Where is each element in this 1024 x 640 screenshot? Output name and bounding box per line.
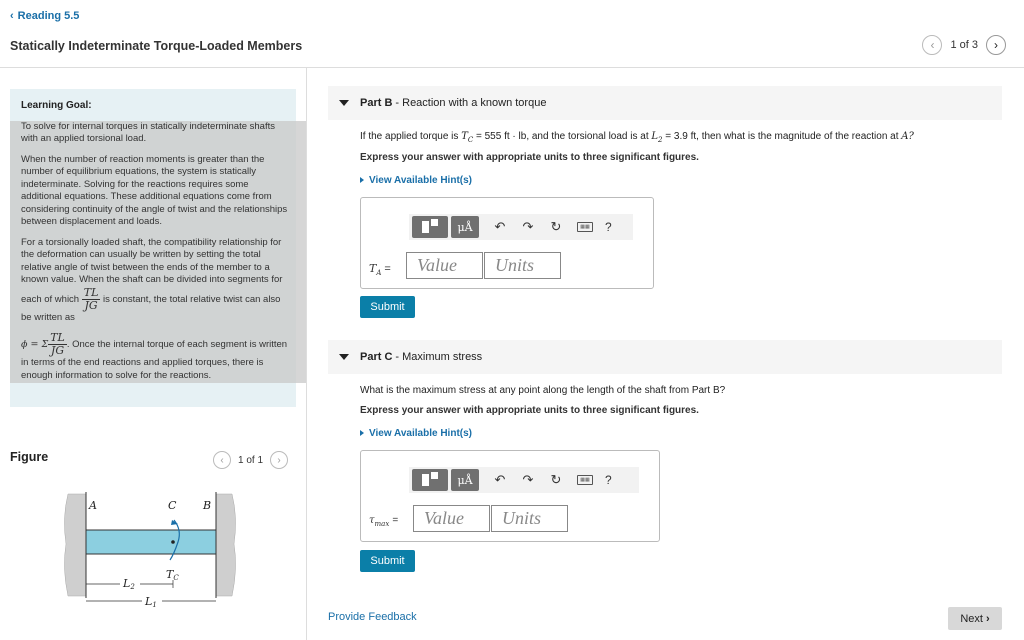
part-b-hint-link[interactable] [360, 175, 472, 186]
tl-over-jg-fraction [82, 287, 101, 312]
prev-item-button[interactable] [922, 35, 942, 55]
collapse-triangle-icon [339, 100, 349, 106]
fraction-denominator: JG [84, 298, 98, 312]
part-c-answer-box [360, 450, 660, 542]
goal-paragraph-1: To solve for internal torques in statically indeterminate shafts with an applied torsional load. [21, 120, 275, 144]
item-pager-count: 1 of 3 [950, 39, 978, 51]
goal-paragraph-4: the total relative twist can also be written as [21, 293, 281, 323]
keyboard-icon[interactable]: ▦▦ [577, 475, 593, 485]
phi-sum-equation: ϕ = Σ [21, 339, 49, 351]
units-input[interactable]: Units [484, 252, 561, 279]
label-l2: L2 [123, 577, 135, 591]
part-b-submit-button[interactable]: Submit [360, 296, 415, 318]
part-c-instruction: Express your answer with appropriate units to three significant figures. [360, 405, 699, 416]
caret-right-icon [360, 177, 364, 183]
tc-symbol-sub: C [467, 136, 474, 144]
fraction-numerator: TL [50, 331, 65, 344]
chevron-left-icon: ‹ [930, 38, 935, 52]
goal-paragraph-5 [21, 332, 289, 382]
reset-icon[interactable]: ↻ [550, 472, 562, 487]
left-pane [0, 68, 307, 640]
q-text-end: A? [901, 131, 914, 142]
next-button[interactable] [948, 607, 1002, 630]
learning-goal-content [21, 100, 289, 390]
goal-paragraph-3-end: is constant, [103, 293, 152, 305]
label-b: B [203, 499, 212, 512]
tc-value: = 555 ft · lb [476, 131, 527, 142]
q-text-post: , then what is the magnitude of the reaction at [696, 131, 899, 142]
units-symbol-button[interactable]: μÅ [451, 216, 479, 238]
ta-variable-label [369, 262, 391, 277]
templates-button[interactable] [412, 469, 448, 491]
q-text-mid: , and the torsional load is at [526, 131, 649, 142]
l2-symbol-sub: 2 [658, 136, 663, 144]
goal-paragraph-2: When the number of reaction moments is greater than the number of equilibrium equations, the system is statically indeterminate. Solving for the reactions requires some additional equations. These additional equations come from considering continuity of the angle of twist and the relationships between displacement and loads. [21, 153, 288, 227]
tau-letter: τ [369, 515, 375, 526]
part-b-label: Part B [360, 97, 393, 109]
part-b-instruction: Express your answer with appropriate units to three significant figures. [360, 152, 699, 163]
back-link-label: Reading 5.5 [17, 10, 80, 22]
top-bar [0, 0, 1024, 68]
math-toolbar [409, 214, 633, 240]
part-c-label: Part C [360, 351, 393, 363]
provide-feedback-link[interactable]: Provide Feedback [328, 611, 417, 623]
help-icon[interactable]: ? [605, 220, 612, 234]
tc-symbol-letter: T [461, 131, 468, 142]
left-wall-support [64, 494, 86, 596]
next-figure-button[interactable] [270, 451, 288, 469]
right-wall-support [216, 494, 236, 596]
template-block-icon [422, 474, 429, 486]
tau-sub: max [374, 520, 390, 528]
item-pager [922, 35, 1006, 55]
math-toolbar [409, 467, 639, 493]
chevron-right-icon: › [277, 454, 281, 466]
template-superscript-icon [431, 219, 438, 226]
reset-icon[interactable]: ↻ [550, 219, 562, 234]
keyboard-icon[interactable]: ▦▦ [577, 222, 593, 232]
part-b-question [360, 131, 914, 144]
learning-goal-title: Learning Goal: [21, 100, 92, 111]
fraction-denominator: JG [50, 344, 65, 357]
equals-sign: = [384, 263, 391, 275]
part-c-header[interactable] [328, 340, 1002, 374]
undo-icon[interactable]: ↶ [494, 472, 506, 487]
shaft-body [86, 530, 216, 554]
hint-label: View Available Hint(s) [369, 175, 472, 186]
chevron-left-icon: ‹ [10, 10, 14, 22]
part-b-answer-box [360, 197, 654, 289]
part-c-hint-link[interactable] [360, 428, 472, 439]
template-block-icon [422, 221, 429, 233]
part-c-submit-button[interactable]: Submit [360, 550, 415, 572]
redo-icon[interactable]: ↷ [522, 472, 534, 487]
undo-icon[interactable]: ↶ [494, 219, 506, 234]
help-icon[interactable]: ? [605, 473, 612, 487]
caret-right-icon [360, 430, 364, 436]
tl-over-jg-fraction-2 [48, 332, 67, 357]
template-superscript-icon [431, 472, 438, 479]
ta-letter: T [369, 262, 377, 275]
value-input[interactable]: Value [413, 505, 490, 532]
l2-symbol-letter: L [651, 131, 659, 142]
l2-symbol [651, 131, 662, 142]
torque-point [171, 540, 175, 544]
goal-paragraph-3-text: For a torsionally loaded shaft, the compatibility relationship for the deformation can usually be written by setting the total relative angle of twist between the ends of the member to a known value. When the shaft can be divided into segments for each of which [21, 236, 283, 305]
page-title: Statically Indeterminate Torque-Loaded Members [10, 39, 303, 53]
hint-label: View Available Hint(s) [369, 428, 472, 439]
units-input[interactable]: Units [491, 505, 568, 532]
redo-icon[interactable]: ↷ [522, 219, 534, 234]
chevron-left-icon: ‹ [220, 454, 224, 466]
label-l1: L1 [145, 595, 157, 609]
templates-button[interactable] [412, 216, 448, 238]
tc-symbol [461, 131, 473, 142]
label-tc: TC [166, 568, 179, 582]
ta-sub: A [376, 269, 382, 278]
equals-sign: = [392, 515, 399, 526]
fraction-numerator: TL [83, 285, 99, 299]
right-pane [308, 68, 1024, 640]
part-c-question: What is the maximum stress at any point along the length of the shaft from Part B? [360, 385, 726, 396]
label-a: A [89, 499, 97, 512]
back-link[interactable] [10, 10, 79, 22]
next-label: Next [960, 612, 983, 625]
next-item-button[interactable] [986, 35, 1006, 55]
figure-title: Figure [10, 450, 49, 464]
goal-paragraph-5-text: . Once the internal torque of each segment is written in terms of the end reactions and applied torques, there is enough information to solve for the reactions. [21, 339, 288, 381]
chevron-right-icon: › [985, 612, 990, 625]
tmax-variable-label [369, 515, 398, 528]
part-c-subtitle: - Maximum stress [395, 351, 483, 363]
value-input[interactable]: Value [406, 252, 483, 279]
label-c: C [168, 499, 177, 512]
figure-pager-count: 1 of 1 [238, 454, 264, 466]
chevron-right-icon: › [994, 38, 998, 52]
q-text: If the applied torque is [360, 131, 459, 142]
shaft-figure [62, 488, 242, 618]
prev-figure-button[interactable] [213, 451, 231, 469]
l2-value: = 3.9 ft [665, 131, 697, 142]
part-b-header[interactable] [328, 86, 1002, 120]
goal-paragraph-3 [21, 237, 289, 325]
figure-pager [213, 451, 288, 469]
collapse-triangle-icon [339, 354, 349, 360]
units-symbol-button[interactable]: μÅ [451, 469, 479, 491]
part-b-subtitle: - Reaction with a known torque [395, 97, 547, 109]
